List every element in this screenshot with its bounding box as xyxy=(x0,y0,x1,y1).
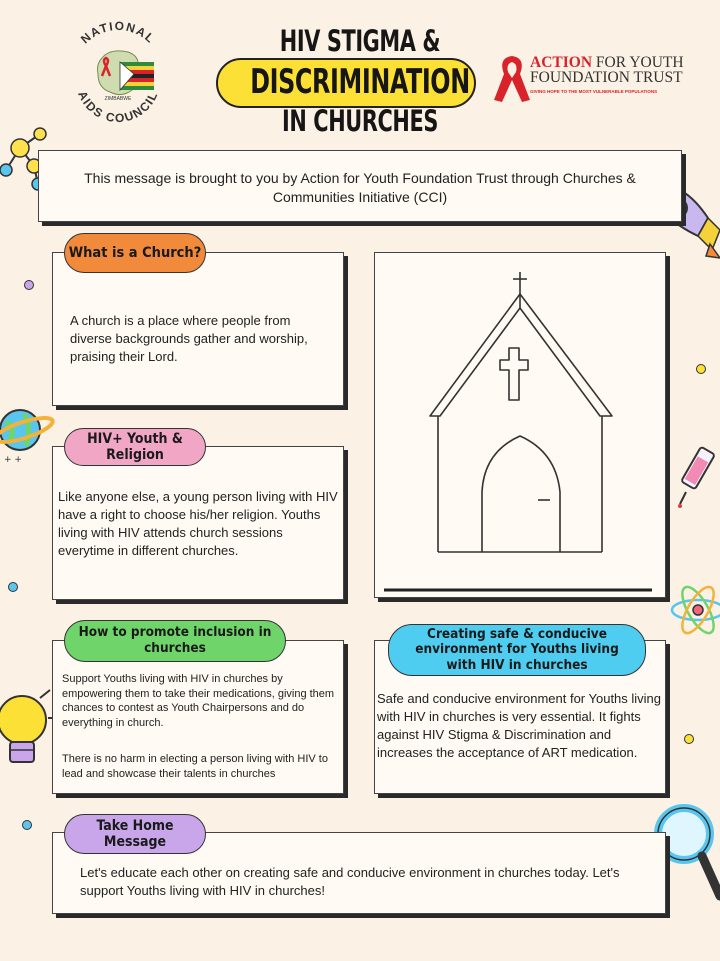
take-home-body: Let's educate each other on creating safe and conducive environment in churches today. Let's support Youths living with HIV in churches! xyxy=(80,865,620,898)
what-is-church-body: A church is a place where people from diverse backgrounds gather and worship, praising their Lord. xyxy=(70,313,308,364)
promote-inclusion-body-2: There is no harm in electing a person living with HIV to lead and showcase their talents in churches xyxy=(62,753,328,780)
promote-inclusion-body-1: Support Youths living with HIV in churches by empowering them to take their medications, giving them chances to contest as Youth Chairpersons and do everything in church. xyxy=(62,673,335,729)
youth-religion-heading: HIV+ Youth & Religion xyxy=(64,428,206,466)
logo-bottom-text: AIDS COUNCIL xyxy=(75,88,161,126)
safe-environment-heading: Creating safe & conducive environment for Youths living with HIV in churches xyxy=(388,624,646,676)
intro-text: This message is brought to you by Action for Youth Foundation Trust through Churches & Communities Initiative (CCI) xyxy=(84,170,636,205)
title-line-2: DISCRIMINATION xyxy=(250,62,470,102)
safe-environment-body: Safe and conducive environment for Youths living with HIV in churches is very essential. It fights against HIV Stigma & Discrimination and increases the acceptance of ART medication. xyxy=(377,691,662,760)
svg-text:+ +: + + xyxy=(4,455,22,465)
dot-decoration xyxy=(8,582,18,592)
lightbulb-decoration xyxy=(0,680,60,780)
take-home-heading: Take Home Message xyxy=(64,814,206,854)
dot-decoration xyxy=(684,734,694,744)
logo-foundation-text: FOUNDATION TRUST xyxy=(530,69,683,86)
red-ribbon-icon xyxy=(490,52,534,104)
logo-for-youth-text: FOR YOUTH xyxy=(595,54,684,71)
logo-tagline: GIVING HOPE TO THE MOST VULNERABLE POPULATIONS xyxy=(530,89,658,94)
logo-country-text: ZIMBABWE xyxy=(104,96,132,102)
what-is-church-heading: What is a Church? xyxy=(64,233,206,273)
title-line-1: HIV STIGMA & xyxy=(279,24,441,58)
dot-decoration xyxy=(22,820,32,830)
dot-decoration xyxy=(24,280,34,290)
dot-decoration xyxy=(696,364,706,374)
title-line-3: IN CHURCHES xyxy=(282,104,438,138)
church-illustration xyxy=(374,252,664,596)
planet-decoration xyxy=(0,398,60,468)
logo-top-text: NATIONAL xyxy=(78,18,159,47)
syringe-decoration xyxy=(676,438,720,510)
action-for-youth-logo xyxy=(490,52,706,104)
promote-inclusion-heading: How to promote inclusion in churches xyxy=(64,620,286,662)
youth-religion-body: Like anyone else, a young person living with HIV have a right to choose his/her religion. Youths living with HIV attends church sessions everytime in different churches. xyxy=(58,489,338,558)
logo-action-word: ACTION xyxy=(530,54,593,71)
atom-decoration xyxy=(668,580,720,642)
